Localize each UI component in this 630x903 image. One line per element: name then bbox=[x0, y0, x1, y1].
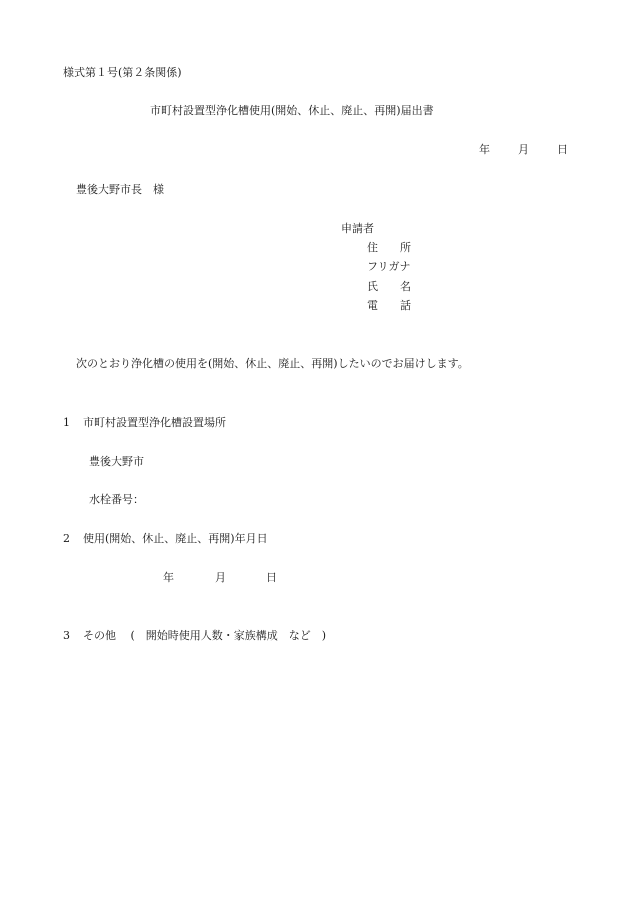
hydrant-number-label: 水栓番号： bbox=[89, 493, 144, 506]
item-number: 2 bbox=[63, 532, 70, 545]
item-number: 3 bbox=[63, 629, 70, 642]
usage-month-label: 月 bbox=[215, 571, 226, 584]
addressee: 豊後大野市長 様 bbox=[76, 183, 164, 196]
date-year-label: 年 bbox=[479, 143, 490, 156]
statement: 次のとおり浄化槽の使用を(開始、休止、廃止、再開)したいのでお届けします。 bbox=[76, 357, 469, 370]
date-day-label: 日 bbox=[557, 143, 568, 156]
usage-year-label: 年 bbox=[163, 571, 174, 584]
other-notes-label: その他 ( 開始時使用人数・家族構成 など ) bbox=[83, 629, 327, 642]
document-title: 市町村設置型浄化槽使用(開始、休止、廃止、再開)届出書 bbox=[150, 104, 434, 117]
furigana-label: フリガナ bbox=[367, 260, 411, 273]
usage-day-label: 日 bbox=[266, 571, 277, 584]
date-month-label: 月 bbox=[518, 143, 529, 156]
form-number: 様式第１号(第２条関係) bbox=[63, 66, 182, 79]
name-label: 氏 名 bbox=[367, 280, 411, 293]
phone-label: 電 話 bbox=[367, 299, 411, 312]
installation-location-label: 市町村設置型浄化槽設置場所 bbox=[83, 416, 226, 429]
usage-date-label: 使用(開始、休止、廃止、再開)年月日 bbox=[83, 532, 268, 545]
applicant-heading: 申請者 bbox=[341, 222, 374, 235]
item-number: 1 bbox=[63, 416, 70, 429]
city-name: 豊後大野市 bbox=[89, 455, 144, 468]
address-label: 住 所 bbox=[367, 241, 411, 254]
